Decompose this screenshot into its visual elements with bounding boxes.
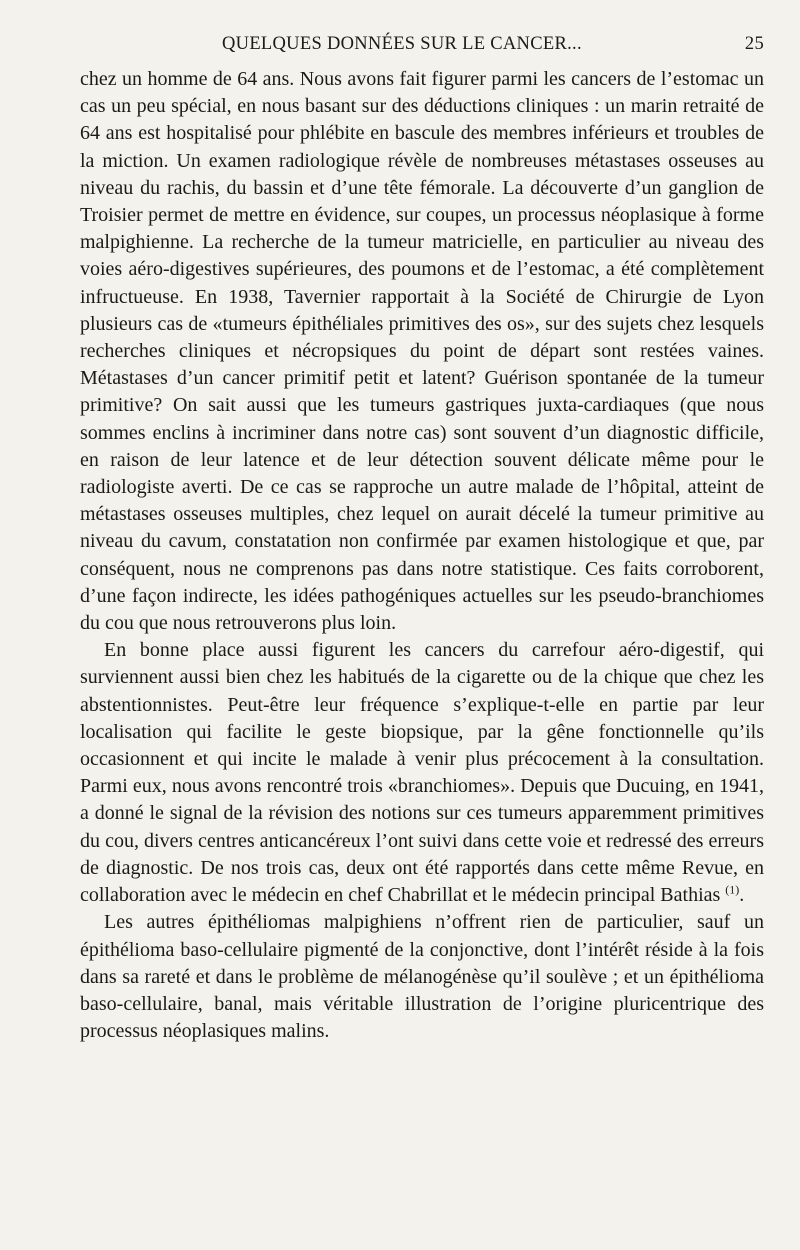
paragraph-2-text: En bonne place aussi figurent les cancers du carrefour aéro-digestif, qui surviennent aussi bien chez les habitués de la cigarette ou de la chique que chez les abstentionnistes. Peut-être leur fréquence s’explique-t-elle en partie par leur localisation qui facilite le geste biopsique, par la gêne fonctionnelle qu’ils occasionnent et qui incite le malade à venir plus précocement à la consultation. Parmi eux, nous avons rencontré trois «branchiomes». Depuis que Ducuing, en 1941, a donné le signal de la révision des notions sur ces tumeurs apparemment primitives du cou, divers centres anticancéreux l’ont suivi dans cette voie et redressé des erreurs de diagnostic. De nos trois cas, deux ont été rapportés dans cette même Revue, en collaboration avec le médecin en chef Chabrillat et le médecin principal Bathias — [80, 639, 764, 907]
paragraph-2-end: . — [739, 884, 745, 907]
footnote-reference: (1) — [725, 882, 740, 897]
running-header — [80, 28, 764, 62]
body-text — [80, 66, 764, 1045]
page-number: 25 — [744, 34, 764, 54]
running-title: QUELQUES DONNÉES SUR LE CANCER... — [222, 34, 582, 54]
paragraph-1: chez un homme de 64 ans. Nous avons fait figurer parmi les cancers de l’estomac un cas un peu spécial, en nous basant sur des déductions cliniques : un marin retraité de 64 ans est hospitalisé pour phlébite en bascule des membres inférieurs et troubles de la miction. Un examen radiologique révèle de nombreuses métastases osseuses au niveau du rachis, du bassin et d’une tête fémorale. La découverte d’un ganglion de Troisier permet de mettre en évidence, sur coupes, un processus néoplasique à forme malpighienne. La recherche de la tumeur matricielle, en particulier au niveau des voies aéro-digestives supérieures, des poumons et de l’estomac, a été complètement infructueuse. En 1938, Tavernier rapportait à la Société de Chirurgie de Lyon plusieurs cas de «tumeurs épithéliales primitives des os», sur des sujets chez lesquels recherches cliniques et nécropsiques du point de départ sont restées vaines. Métastases d’un cancer primitif petit et latent? Guérison spontanée de la tumeur primitive? On sait aussi que les tumeurs gastriques juxta-cardiaques (que nous sommes enclins à incriminer dans notre cas) sont souvent d’un diagnostic difficile, en raison de leur latence et de leur détection souvent délicate même pour le radiologiste averti. De ce cas se rapproche un autre malade de l’hôpital, atteint de métastases osseuses multiples, chez lequel on aurait décelé la tumeur primitive au niveau du cavum, constatation non confirmée par examen histologique et que, par conséquent, nous ne comprenons pas dans notre statistique. Ces faits corroborent, d’une façon indirecte, les idées pathogéniques actuelles sur les pseudo-branchiomes du cou que nous retrouverons plus loin. — [80, 68, 764, 635]
paragraph-3: Les autres épithéliomas malpighiens n’offrent rien de particulier, sauf un épithélioma baso-cellulaire pigmenté de la conjonctive, dont l’intérêt réside à la fois dans sa rareté et dans le problème de mélanogénèse qu’il soulève ; et un épithélioma baso-cellulaire, banal, mais véritable illustration de l’origine pluricentrique des processus néoplasiques malins. — [80, 911, 764, 1043]
paragraph-2 — [80, 637, 764, 909]
